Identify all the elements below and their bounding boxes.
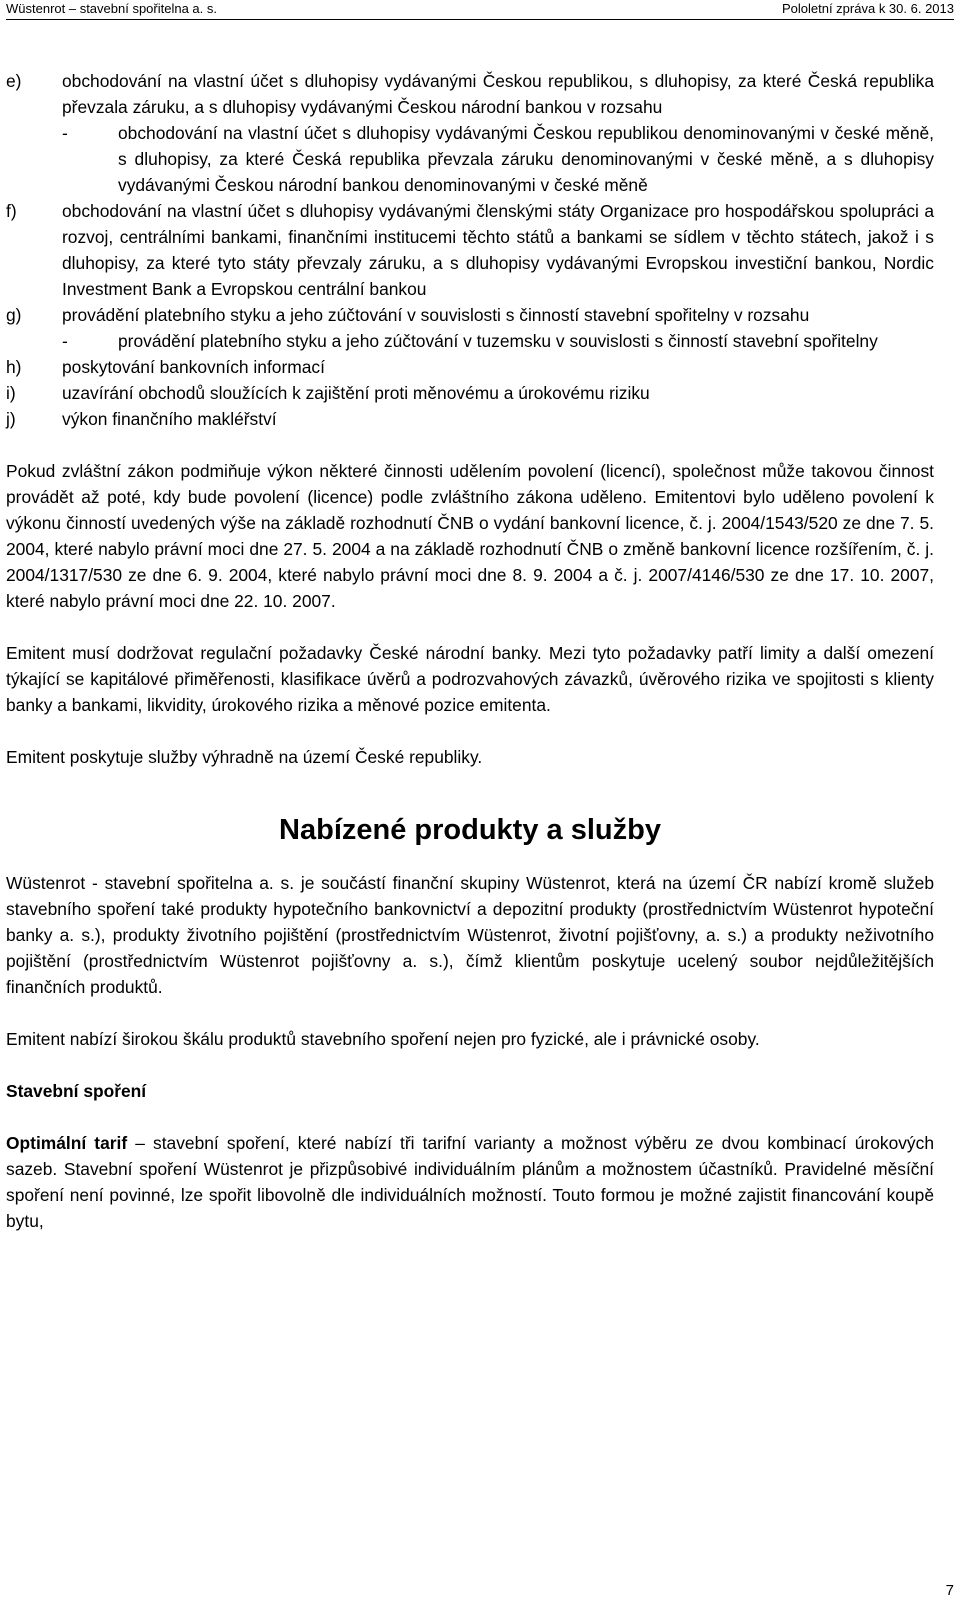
tariff-description: – stavební spoření, které nabízí tři tarifní varianty a možnost výběru ze dvou kombinací úrokových sazeb. Stavební spoření Wüstenrot je přizpůsobivé individuálním plánům a možnostem účastníků. Pravidelné měsíční spoření není povinné, lze spořit libovolně dle individuálních možností. Touto formou je možné zajistit financování koupě bytu, — [6, 1133, 934, 1231]
page-header — [0, 0, 960, 18]
subheading-stavebni-sporeni: Stavební spoření — [6, 1081, 147, 1101]
header-report-title: Pololetní zpráva k 30. 6. 2013 — [781, 1, 954, 16]
list-item-g-sub — [6, 328, 934, 354]
list-item-e — [6, 68, 934, 120]
list-text: výkon finančního makléřství — [62, 409, 277, 429]
list-marker: e) — [6, 71, 22, 91]
list-item-j — [6, 406, 934, 432]
list-marker: h) — [6, 357, 22, 377]
list-text: obchodování na vlastní účet s dluhopisy vydávanými Českou republikou, s dluhopisy, za které Česká republika převzala záruku, a s dluhopisy vydávanými Českou národní bankou v rozsahu — [62, 71, 934, 117]
list-marker: i) — [6, 383, 16, 403]
list-text: provádění platebního styku a jeho zúčtování v souvislosti s činností stavební spořitelny v rozsahu — [62, 305, 810, 325]
document-body — [6, 68, 934, 1234]
sub-item — [62, 328, 934, 354]
paragraph-products: Emitent nabízí širokou škálu produktů stavebního spoření nejen pro fyzické, ale i právnické osoby. — [6, 1029, 760, 1049]
paragraph-licence: Pokud zvláštní zákon podmiňuje výkon některé činnosti udělením povolení (licencí), společnost může takovou činnost provádět až poté, kdy bude povolení (licence) podle zvláštního zákona uděleno. Emitentovi bylo uděleno povolení k výkonu činností uvedených výše na základě rozhodnutí ČNB o vydání bankovní licence, č. j. 2004/1543/520 ze dne 7. 5. 2004, které nabylo právní moci dne 27. 5. 2004 a na základě rozhodnutí ČNB o změně bankovní licence rozšířením, č. j. 2004/1317/530 ze dne 6. 9. 2004, které nabylo právní moci dne 8. 9. 2004 a č. j. 2007/4146/530 ze dne 17. 10. 2007, které nabylo právní moci dne 22. 10. 2007. — [6, 461, 934, 611]
sub-dash: - — [62, 331, 68, 351]
sub-text: obchodování na vlastní účet s dluhopisy vydávanými Českou republikou denominovanými v české měně, s dluhopisy, za které Česká republika převzala záruku denominovanými v české měně, a s dluhopisy vydávanými Českou národní bankou denominovanými v české měně — [118, 123, 934, 195]
sub-dash: - — [62, 123, 68, 143]
list-text: uzavírání obchodů sloužících k zajištění proti měnovému a úrokovému riziku — [62, 383, 650, 403]
paragraph-regulation: Emitent musí dodržovat regulační požadavky České národní banky. Mezi tyto požadavky patří limity a další omezení týkající se kapitálové přiměřenosti, klasifikace úvěrů a podrozvahových závazků, úvěrového rizika ve spojitosti s klienty banky a bankami, likvidity, úrokového rizika a měnové pozice emitenta. — [6, 643, 934, 715]
paragraph-group: Wüstenrot - stavební spořitelna a. s. je součástí finanční skupiny Wüstenrot, která na území ČR nabízí kromě služeb stavebního spoření také produkty hypotečního bankovnictví a depozitní produkty (prostřednictvím Wüstenrot hypoteční banky a. s.), produkty životního pojištění (prostřednictvím Wüstenrot, životní pojišťovny, a. s.) a produkty neživotního pojištění (prostřednictvím Wüstenrot pojišťovny a. s.), čímž klientům poskytuje ucelený soubor nejdůležitějších finančních produktů. — [6, 873, 934, 997]
list-marker: j) — [6, 409, 16, 429]
list-text: obchodování na vlastní účet s dluhopisy vydávanými členskými státy Organizace pro hospodářskou spolupráci a rozvoj, centrálními bankami, finančními institucemi těchto států a bankami se sídlem v těchto státech, jakož i s dluhopisy, za které tyto státy převzaly záruku, a s dluhopisy vydávanými Evropskou investiční bankou, Nordic Investment Bank a Evropskou centrální bankou — [62, 201, 934, 299]
list-item-h — [6, 354, 934, 380]
list-item-g — [6, 302, 934, 328]
section-heading: Nabízené produkty a služby — [279, 814, 661, 846]
header-company-name: Wüstenrot – stavební spořitelna a. s. — [6, 1, 217, 16]
paragraph-territory: Emitent poskytuje služby výhradně na území České republiky. — [6, 747, 483, 767]
paragraph-optimal-tariff — [6, 1130, 934, 1234]
list-text: poskytování bankovních informací — [62, 357, 325, 377]
list-item-f — [6, 198, 934, 302]
list-marker: g) — [6, 305, 22, 325]
tariff-name: Optimální tarif — [6, 1133, 128, 1153]
list-item-e-sub — [6, 120, 934, 198]
header-divider — [6, 19, 954, 20]
sub-text: provádění platebního styku a jeho zúčtování v tuzemsku v souvislosti s činností stavební spořitelny — [118, 331, 878, 351]
sub-item — [62, 120, 934, 198]
page-number: 7 — [945, 1582, 954, 1599]
list-item-i — [6, 380, 934, 406]
list-marker: f) — [6, 201, 17, 221]
